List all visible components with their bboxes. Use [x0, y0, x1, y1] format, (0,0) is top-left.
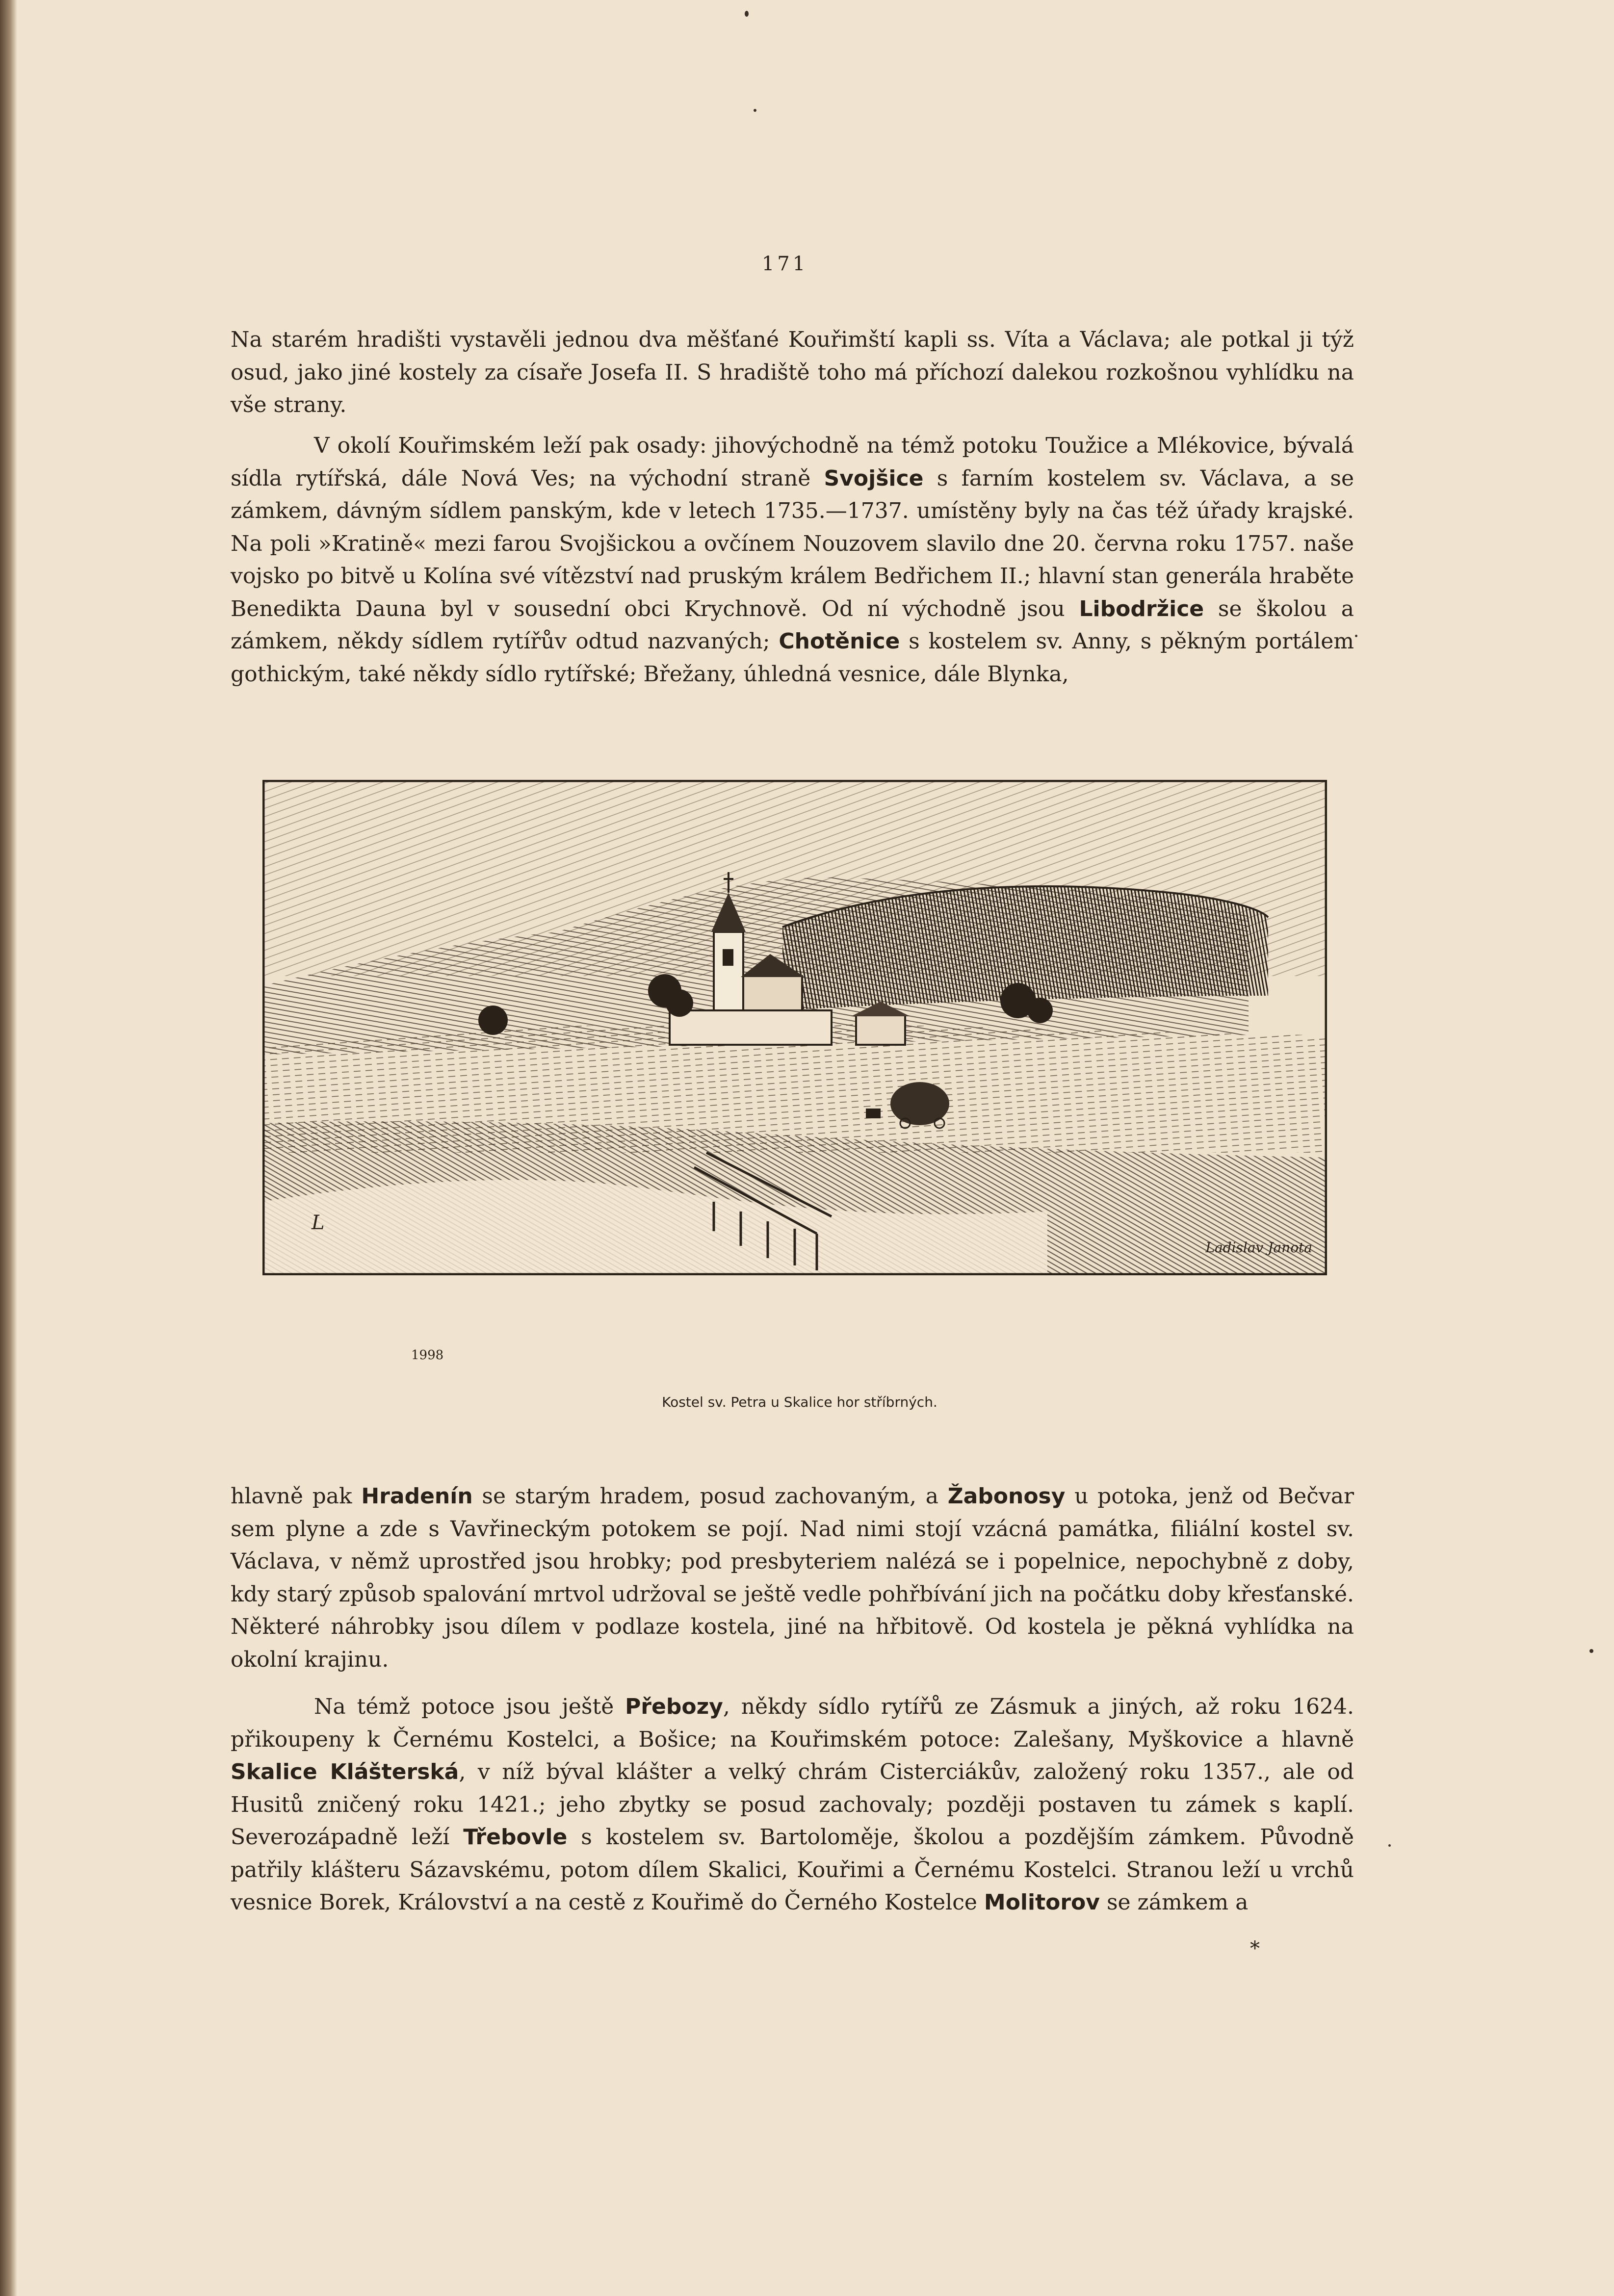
place-name: Libodržice	[1079, 596, 1204, 621]
paragraph-intro	[231, 324, 1354, 422]
place-name: Přebozy	[625, 1694, 723, 1719]
text-run: se školou a zámkem, někdy sídlem rytířův odtud nazvaných;	[231, 596, 1354, 654]
text-run: , v níž býval klášter a velký chrám Cisterciákův, založený roku 1357., ale od Husitů zničený roku 1421.; jeho zbytky se posud zachovaly; později postaven tu zámek s kaplí. Severozápadně leží	[231, 1759, 1354, 1850]
paragraph-prebozy	[231, 1691, 1354, 1919]
place-name: Svojšice	[824, 465, 924, 491]
text-run: Na starém hradišti vystavěli jednou dva měšťané Kouřimští kapli ss. Víta a Václava; ale potkal ji týž osud, jako jiné kostely za císaře Josefa II. S hradiště toho má příchozí dalekou rozkošnou vyhlídku na vše strany.	[231, 327, 1354, 417]
text-run: s kostelem sv. Anny, s pěkným portálem gothickým, také někdy sídlo rytířské; Břežany, úhledná vesnice, dále Blynka,	[231, 629, 1354, 687]
place-name: Molitorov	[984, 1890, 1100, 1915]
text-run: V okolí Kouřimském leží pak osady: jihovýchodně na témž potoku Toužice a Mlékovice, bývalá sídla rytířská, dále Nová Ves; na východní straně	[231, 433, 1354, 491]
paragraph-surroundings	[231, 430, 1354, 691]
artist-signature: Ladislav Janota	[1205, 1239, 1312, 1256]
text-run: s farním kostelem sv. Václava, a se zámkem, dávným sídlem panským, kde v letech 1735.—1737. umístěny byly na čas též úřady krajské. Na poli »Kratině« mezi farou Svojšickou a ovčínem Nouzovem slavilo dne 20. června roku 1757. naše vojsko po bitvě u Kolína své vítězství nad pruským králem Bedřichem II.; hlavní stan generála hraběte Benedikta Dauna byl v sousední obci Krychnově. Od ní východně jsou	[231, 465, 1354, 621]
text-run: se starým hradem, posud zachovaným, a	[472, 1484, 948, 1509]
text-run: u potoka, jenž od Bečvar sem plyne a zde s Vavřineckým potokem se pojí. Nad nimi stojí vzácná památka, filiální kostel sv. Václava, v němž uprostřed jsou hrobky; pod presbyteriem nalézá se i popelnice, nepochybně z doby, kdy starý způsob spalování mrtvol udržoval se ještě vedle pohřbívání jich na počátku doby křesťanské. Některé náhrobky jsou dílem v podlaze kostela, jiné na hřbitově. Od kostela je pěkná vyhlídka na okolní krajinu.	[231, 1484, 1354, 1672]
book-binding-edge	[0, 0, 17, 2296]
place-name: Hradenín	[361, 1484, 473, 1509]
footer-asterisk: *	[1250, 1937, 1260, 1960]
figure-caption: Kostel sv. Petra u Skalice hor stříbrných.	[662, 1394, 937, 1410]
church-illustration	[262, 780, 1327, 1275]
paper-speck	[754, 109, 756, 112]
corner-mark: L	[312, 1212, 325, 1234]
paper-speck	[1589, 1649, 1593, 1653]
paper-speck	[1355, 635, 1357, 637]
place-name: Žabonosy	[947, 1484, 1066, 1509]
paper-speck	[745, 11, 749, 17]
figure-number: 1998	[411, 1348, 444, 1363]
place-name: Chotěnice	[779, 629, 900, 654]
text-run: s kostelem sv. Bartoloměje, školou a pozdějším zámkem. Původně patřily klášteru Sázavskému, potom dílem Skalici, Kouřimi a Černému Kostelci. Stranou leží u vrchů vesnice Borek, Království a na cestě z Kouřimě do Černého Kostelce	[231, 1825, 1354, 1915]
text-run: hlavně pak	[231, 1484, 362, 1509]
text-run: Na témž potoce jsou ještě	[314, 1694, 625, 1719]
place-name: Třebovle	[463, 1825, 568, 1850]
text-run: , někdy sídlo rytířů ze Zásmuk a jiných, až roku 1624. přikoupeny k Černému Kostelci, a Bošice; na Kouřimském potoce: Zalešany, Myškovice a hlavně	[231, 1694, 1354, 1752]
paper-speck	[1388, 1844, 1391, 1847]
page-number: 171	[761, 253, 808, 275]
engraving-svg	[262, 780, 1327, 1275]
place-name: Skalice Klášterská	[231, 1759, 459, 1784]
text-run: se zámkem a	[1099, 1890, 1249, 1915]
paragraph-hradenin	[231, 1480, 1354, 1676]
